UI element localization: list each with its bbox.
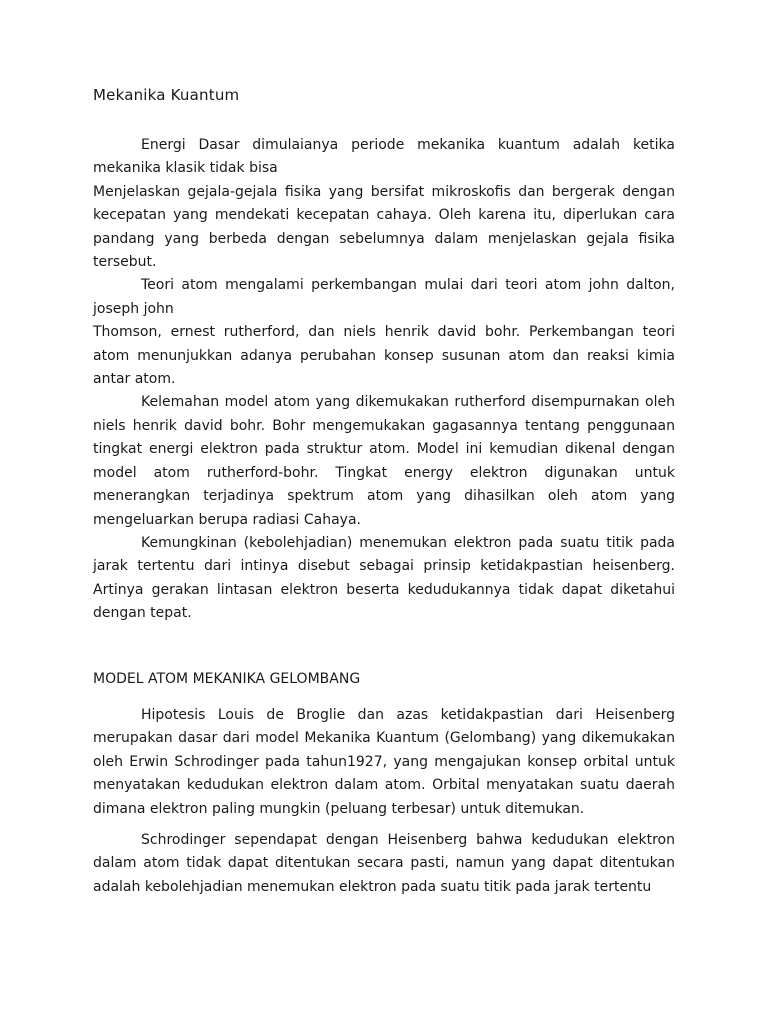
document-title: Mekanika Kuantum [93, 86, 240, 104]
paragraph-thomson: Thomson, ernest rutherford, dan niels henrik david bohr. Perkembangan teori atom menunjukkan adanya perubahan konsep susunan atom dan reaksi kimia antar atom. [93, 324, 675, 388]
section-heading: MODEL ATOM MEKANIKA GELOMBANG [93, 671, 361, 687]
paragraph-teori-atom: Teori atom mengalami perkembangan mulai dari teori atom john dalton, joseph john [93, 277, 675, 317]
paragraph-kelemahan: Kelemahan model atom yang dikemukakan rutherford disempurnakan oleh niels henrik david bohr. Bohr mengemukakan gagasannya tentang penggunaan tingkat energi elektron pada struktur atom. Model ini kemudian dikenal dengan model atom rutherford-bohr. Tingkat energy elektron digunakan untuk menerangkan terjadinya spektrum atom yang dihasilkan oleh atom yang mengeluarkan berupa radiasi Cahaya. [93, 394, 675, 528]
paragraph-kemungkinan: Kemungkinan (kebolehjadian) menemukan elektron pada suatu titik pada jarak tertentu dari intinya disebut sebagai prinsip ketidakpastian heisenberg. Artinya gerakan lintasan elektron beserta kedudukannya tidak dapat diketahui dengan tepat. [93, 534, 675, 622]
paragraph-hipotesis: Hipotesis Louis de Broglie dan azas ketidakpastian dari Heisenberg merupakan dasar dari model Mekanika Kuantum (Gelombang) yang dikemukakan oleh Erwin Schrodinger pada tahun1927, yang mengajukan konsep orbital untuk menyatakan kedudukan elektron dalam atom. Orbital menyatakan suatu daerah dimana elektron paling mungkin (peluang terbesar) untuk ditemukan. [93, 707, 675, 817]
paragraph-schrodinger: Schrodinger sependapat dengan Heisenberg bahwa kedudukan elektron dalam atom tidak dapat ditentukan secara pasti, namun yang dapat ditentukan adalah kebolehjadian menemukan elektron pada suatu titik pada jarak tertentu [93, 832, 675, 895]
intro-section [93, 134, 675, 626]
paragraph-menjelaskan: Menjelaskan gejala-gejala fisika yang bersifat mikroskofis dan bergerak dengan kecepatan yang mendekati kecepatan cahaya. Oleh karena itu, diperlukan cara pandang yang berbeda dengan sebelumnya dalam menjelaskan gejala fisika tersebut. [93, 183, 675, 271]
paragraph-energi-dasar: Energi Dasar dimulaianya periode mekanika kuantum adalah ketika mekanika klasik tidak bisa [93, 137, 675, 177]
